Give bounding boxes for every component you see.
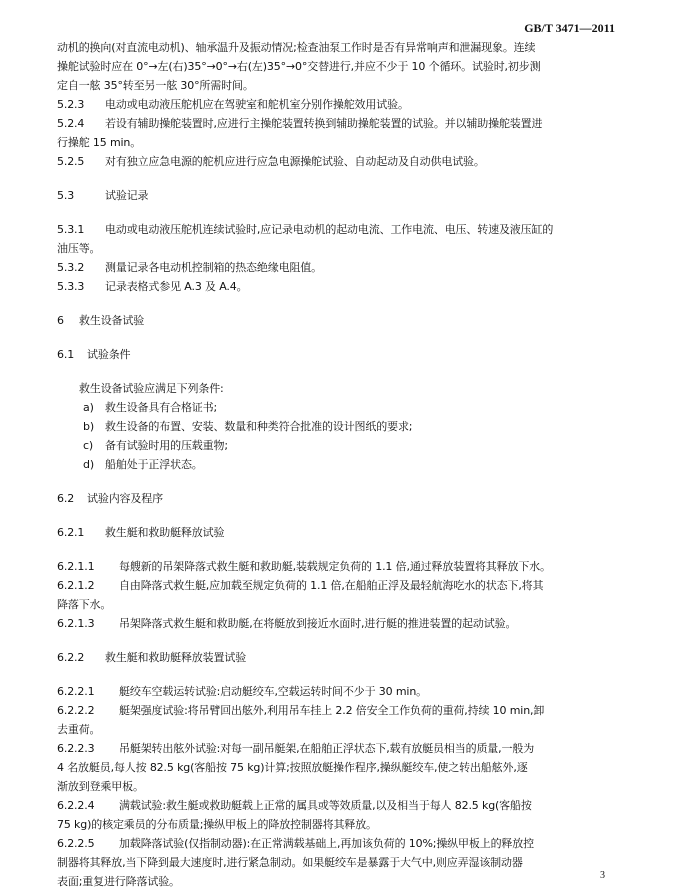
- clause-number: 6.2.2.2: [57, 704, 95, 717]
- clause-number: 6.2.2.4: [57, 799, 95, 812]
- clause-continuation: 制器将其释放,当下降到最大速度时,进行紧急制动。如果艇绞车是暴露于大气中,则应弄湿该制动器: [57, 856, 523, 869]
- list-item: [57, 455, 616, 474]
- section-heading-6-2: [57, 489, 616, 508]
- clause-5-2-4: [57, 114, 616, 133]
- clause-text: 吊架降落式救生艇和救助艇,在将艇放到接近水面时,进行艇的推进装置的起动试验。: [119, 617, 517, 630]
- clause-5-2-5: [57, 152, 616, 171]
- section-title: 试验条件: [87, 348, 131, 361]
- clause-text: 艇绞车空载运转试验:启动艇绞车,空载运转时间不少于 30 min。: [119, 685, 427, 698]
- clause-text: 艇架强度试验:将吊臂回出舷外,利用吊车挂上 2.2 倍安全工作负荷的重荷,持续 10 min,卸: [119, 704, 545, 717]
- clause-text: 加载降落试验(仅指制动器):在正常满载基础上,再加该负荷的 10%;操纵甲板上的释放控: [119, 837, 534, 850]
- clause-text: 记录表格式参见 A.3 及 A.4。: [105, 280, 248, 293]
- section-title: 试验记录: [105, 189, 149, 202]
- subsection-title: 救生艇和救助艇释放装置试验: [105, 651, 247, 664]
- section-number: 6.2: [57, 492, 75, 505]
- list-marker: a): [83, 401, 94, 414]
- clause-number: 5.2.4: [57, 117, 85, 130]
- section-title: 试验内容及程序: [87, 492, 163, 505]
- clause-number: 6.2.1.2: [57, 579, 95, 592]
- clause-6-2-2-4: [57, 796, 616, 815]
- list-marker: b): [83, 420, 94, 433]
- clause-number: 5.2.3: [57, 98, 85, 111]
- list-item: [57, 398, 616, 417]
- clause-text: 对有独立应急电源的舵机应进行应急电源操舵试验、自动起动及自动供电试验。: [105, 155, 485, 168]
- clause-text: 每艘新的吊架降落式救生艇和救助艇,装载规定负荷的 1.1 倍,通过释放装置将其释放下水。: [119, 560, 551, 573]
- list-text: 备有试验时用的压载重物;: [105, 439, 228, 452]
- clause-number: 6.2.2.5: [57, 837, 95, 850]
- clause-continuation: 4 名放艇员,每人按 82.5 kg(客船按 75 kg)计算;按照放艇操作程序,操纵艇绞车,使之转出船舷外,逐: [57, 761, 528, 774]
- clause-text: 满载试验:救生艇或救助艇载上正常的属具或等效质量,以及相当于每人 82.5 kg(客船按: [119, 799, 532, 812]
- clause-number: 5.3.1: [57, 223, 85, 236]
- clause-number: 6.2.1.1: [57, 560, 95, 573]
- clause-continuation: 油压等。: [57, 242, 101, 255]
- document-body: [57, 38, 616, 891]
- paragraph-line: 动机的换向(对直流电动机)、轴承温升及振动情况;检查油泵工作时是否有异常响声和泄漏现象。连续: [57, 41, 536, 54]
- subsection-title: 救生艇和救助艇释放试验: [105, 526, 225, 539]
- chapter-heading-6: [57, 311, 616, 330]
- list-item: [57, 417, 616, 436]
- subsection-number: 6.2.2: [57, 651, 85, 664]
- clause-number: 6.2.2.1: [57, 685, 95, 698]
- clause-continuation: 降落下水。: [57, 598, 112, 611]
- clause-text: 电动或电动液压舵机连续试验时,应记录电动机的起动电流、工作电流、电压、转速及液压缸的: [105, 223, 554, 236]
- clause-continuation: 行操舵 15 min。: [57, 136, 142, 149]
- clause-number: 5.3.3: [57, 280, 85, 293]
- clause-continuation: 渐放到登乘甲板。: [57, 780, 144, 793]
- clause-6-2-2-2: [57, 701, 616, 720]
- clause-text: 吊艇架转出舷外试验:对每一副吊艇架,在船舶正浮状态下,载有放艇员相当的质量,一般为: [119, 742, 535, 755]
- clause-6-2-1-1: [57, 557, 616, 576]
- clause-number: 6.2.1.3: [57, 617, 95, 630]
- list-marker: d): [83, 458, 94, 471]
- clause-text: 自由降落式救生艇,应加载至规定负荷的 1.1 倍,在船舶正浮及最轻航海吃水的状态下,将其: [119, 579, 544, 592]
- list-text: 船舶处于正浮状态。: [105, 458, 203, 471]
- paragraph-line: 操舵试验时应在 0°→左(右)35°→0°→右(左)35°→0°交替进行,并应不少于 10 个循环。试验时,初步测: [57, 60, 541, 73]
- clause-number: 5.2.5: [57, 155, 85, 168]
- list-item: [57, 436, 616, 455]
- page-number: 3: [600, 870, 605, 881]
- section-heading-5-3: [57, 186, 616, 205]
- clause-6-2-1-3: [57, 614, 616, 633]
- list-text: 救生设备具有合格证书;: [105, 401, 218, 414]
- clause-6-2-1-2: [57, 576, 616, 595]
- chapter-title: 救生设备试验: [79, 314, 145, 327]
- clause-5-3-1: [57, 220, 616, 239]
- conditions-intro: 救生设备试验应满足下列条件:: [79, 382, 224, 395]
- clause-text: 电动或电动液压舵机应在驾驶室和舵机室分别作操舵效用试验。: [105, 98, 409, 111]
- clause-5-3-3: [57, 277, 616, 296]
- chapter-number: 6: [57, 314, 64, 327]
- clause-6-2-2-1: [57, 682, 616, 701]
- list-marker: c): [83, 439, 94, 452]
- clause-number: 5.3.2: [57, 261, 85, 274]
- clause-text: 若设有辅助操舵装置时,应进行主操舵装置转换到辅助操舵装置的试验。并以辅助操舵装置进: [105, 117, 543, 130]
- clause-number: 6.2.2.3: [57, 742, 95, 755]
- clause-continuation: 75 kg)的核定乘员的分布质量;操纵甲板上的降放控制器将其释放。: [57, 818, 377, 831]
- clause-5-3-2: [57, 258, 616, 277]
- clause-6-2-2-5: [57, 834, 616, 853]
- clause-text: 测量记录各电动机控制箱的热态绝缘电阻值。: [105, 261, 322, 274]
- list-text: 救生设备的布置、安装、数量和种类符合批准的设计图纸的要求;: [105, 420, 413, 433]
- clause-continuation: 表面;重复进行降落试验。: [57, 875, 180, 888]
- clause-6-2-2-3: [57, 739, 616, 758]
- section-number: 5.3: [57, 189, 75, 202]
- subsection-heading-6-2-1: [57, 523, 616, 542]
- subsection-number: 6.2.1: [57, 526, 85, 539]
- subsection-heading-6-2-2: [57, 648, 616, 667]
- standard-id: GB/T 3471—2011: [524, 21, 615, 35]
- section-number: 6.1: [57, 348, 75, 361]
- clause-continuation: 去重荷。: [57, 723, 101, 736]
- section-heading-6-1: [57, 345, 616, 364]
- paragraph-line: 定自一舷 35°转至另一舷 30°所需时间。: [57, 79, 254, 92]
- clause-5-2-3: [57, 95, 616, 114]
